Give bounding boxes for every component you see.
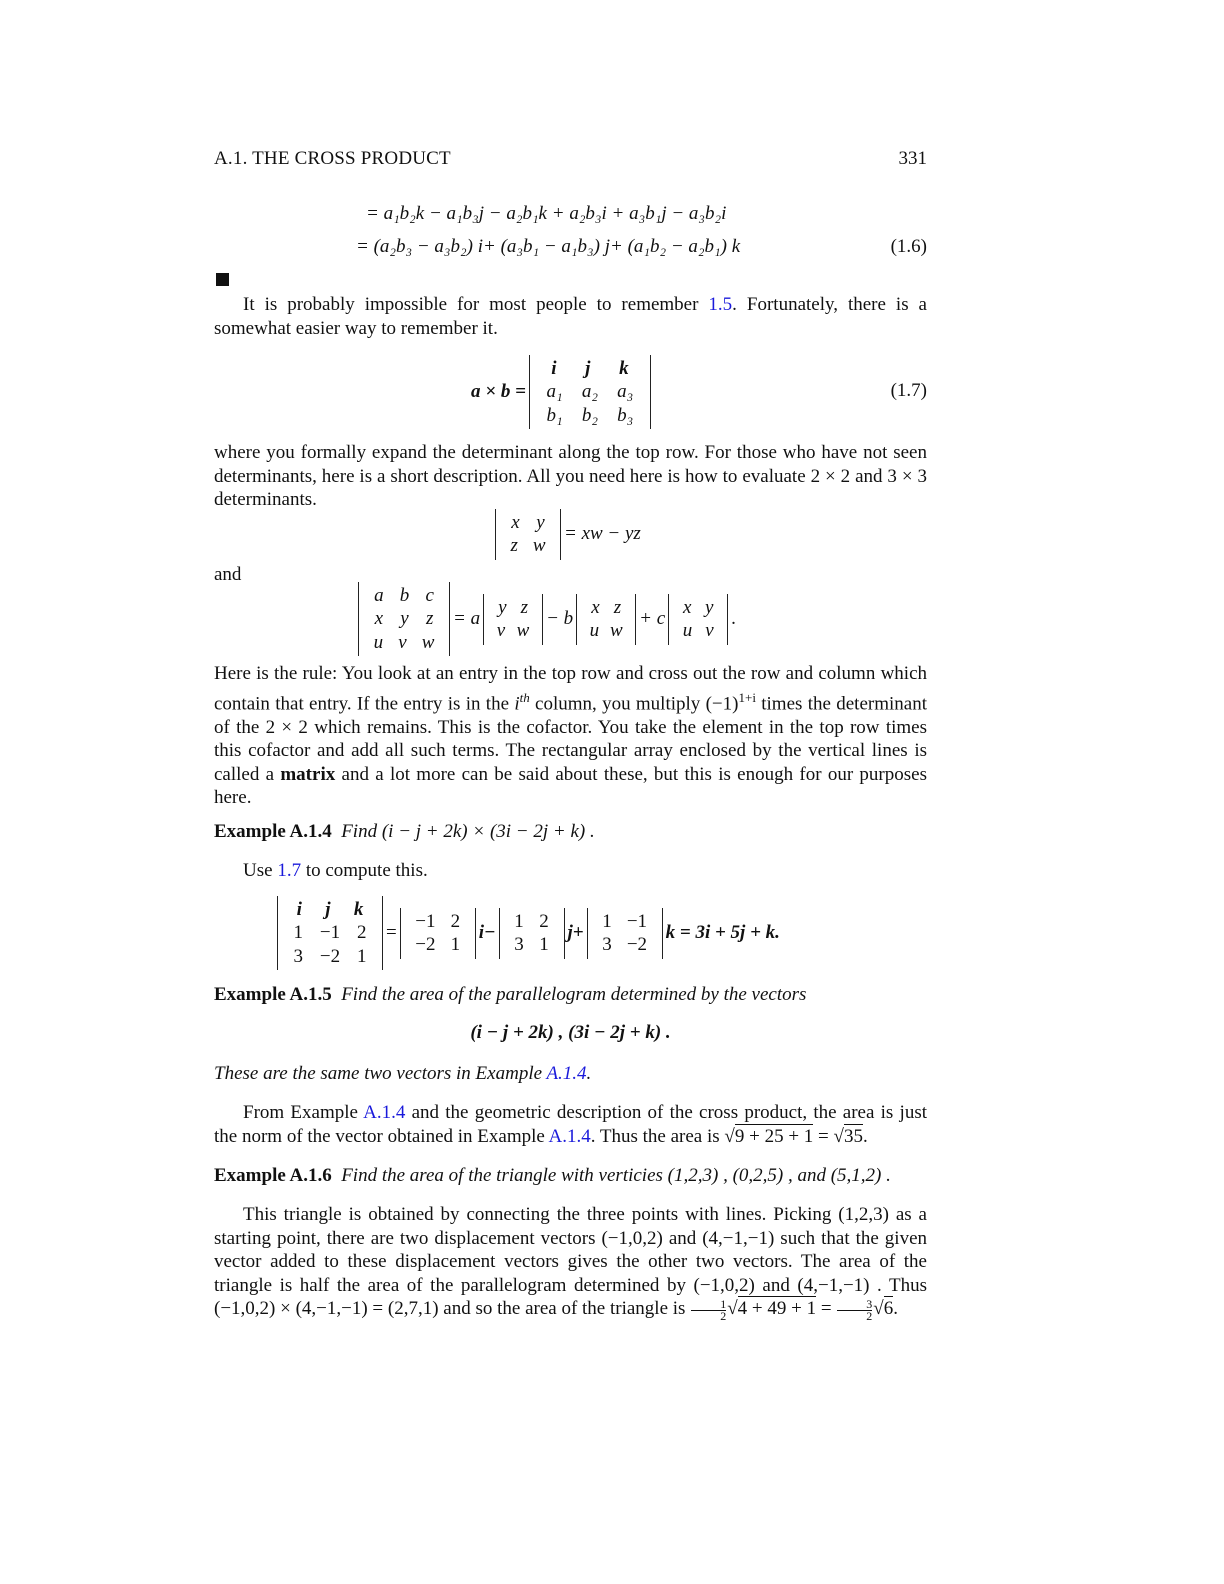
det-cell: −2	[319, 945, 341, 967]
para1-text-after: . Fortunately, there is a somewhat easier way to remember it.	[214, 294, 927, 339]
equation-number-1-7: (1.7)	[890, 380, 927, 401]
note-text: These are the same two vectors in Example	[214, 1063, 547, 1084]
det-cell: 1	[293, 922, 303, 944]
ref-link-a-1-4[interactable]: A.1.4	[363, 1102, 406, 1123]
det-cell: k	[619, 357, 629, 379]
equation-number-1-6: (1.6)	[890, 236, 927, 257]
example-label: Example A.1.4	[214, 821, 332, 842]
example-statement: Find the area of the triangle with verticies (1,2,3) , (0,2,5) , and (5,1,2) .	[341, 1165, 891, 1186]
expansion-end: .	[731, 608, 736, 629]
computation-term-j: j+	[567, 922, 584, 943]
det-cell: 1	[450, 934, 461, 955]
det-cell: −1	[626, 910, 648, 932]
det-cell: a₁	[546, 381, 563, 403]
example-a-1-6	[214, 1164, 927, 1188]
eq-1-6-line2-text: = (a₂b₃ − a₃b₂) i+ (a₃b₁ − a₁b₃) j+ (a₁b₂ − a₂b₁) k	[356, 236, 741, 257]
det-cell: y	[704, 596, 714, 618]
det-cell: x	[591, 596, 600, 618]
cofactor-2	[499, 908, 565, 959]
expansion-op-a: = a	[453, 608, 481, 629]
example-a-1-4	[214, 820, 927, 844]
sqrt-sign: √	[727, 1298, 738, 1320]
det-cell: a	[374, 584, 384, 606]
det-cell: 2	[450, 910, 461, 932]
expansion-op-b: − b	[546, 608, 574, 629]
det-cell: v	[705, 620, 714, 641]
det-cell: w	[421, 631, 435, 653]
det-cell: b₂	[581, 404, 598, 426]
det-cell: a₂	[581, 381, 598, 403]
equation-1-7	[214, 354, 927, 430]
sqrt-sign: √	[724, 1125, 735, 1147]
minor-2	[576, 594, 636, 645]
example-statement: Find (i − j + 2k) × (3i − 2j + k) .	[341, 821, 595, 842]
solution-text-b: and the geometric description of the cross product, the area is just the norm of the vector obtained in Example	[214, 1102, 928, 1147]
det-cell: 3	[602, 934, 612, 955]
det-cell: b₃	[617, 404, 634, 426]
frac-num: 3	[837, 1299, 872, 1311]
det-cell: −2	[626, 934, 648, 955]
determinant-2x2	[495, 509, 561, 560]
det-cell: i	[551, 357, 557, 379]
det-cell: v	[398, 631, 407, 653]
determinant-3x3-ijk	[529, 355, 651, 430]
example-label: Example A.1.6	[214, 1165, 332, 1186]
det-cell: −2	[415, 934, 436, 955]
det-cell: u	[373, 631, 384, 653]
det-cell: x	[682, 596, 692, 618]
det-cell: 2	[357, 922, 367, 944]
example-a-1-5-note	[214, 1062, 927, 1086]
and-label: and	[214, 564, 242, 585]
det2-result: = xw − yz	[564, 523, 641, 544]
det-cell: y	[400, 608, 409, 630]
solution-equals: =	[813, 1125, 834, 1147]
sqrt-radicand-result: 6	[883, 1298, 894, 1320]
example-a-1-4-use	[214, 859, 927, 883]
det-cell: z	[520, 596, 529, 618]
det-cell: y	[498, 596, 507, 618]
ref-link-a-1-4[interactable]: A.1.4	[548, 1125, 591, 1147]
det-cell: b₁	[546, 404, 563, 426]
example-a-1-5	[214, 983, 927, 1007]
rule-exponent: 1+i	[738, 689, 756, 705]
equation-1-6-line1	[214, 203, 927, 227]
computation-equals: =	[386, 922, 397, 943]
computation-result: k = 3i + 5j + k.	[665, 922, 780, 943]
det-cell: w	[516, 620, 530, 641]
determinant-3x3-numeric	[277, 896, 383, 971]
rule-text-4: and a lot more can be said about these, but this is enough for our purposes here.	[214, 763, 927, 809]
vectors-display: (i − j + 2k) , (3i − 2j + k) .	[470, 1022, 671, 1043]
det-cell: c	[425, 584, 434, 606]
det-cell: 1	[539, 934, 549, 955]
note-end: .	[586, 1063, 592, 1084]
ref-link-1-7[interactable]: 1.7	[277, 860, 302, 881]
det-cell: v	[496, 620, 506, 641]
det-cell: y	[536, 511, 545, 533]
det-cell: a₃	[617, 381, 634, 403]
ref-link-1-5[interactable]: 1.5	[708, 294, 733, 315]
det-cell: z	[425, 608, 434, 630]
sqrt-sign: √	[833, 1125, 844, 1147]
det-cell: i	[296, 898, 302, 920]
example-a-1-5-solution	[214, 1101, 927, 1148]
equation-det-3x3-expansion	[214, 583, 927, 655]
page	[214, 0, 927, 1584]
det-cell: 1	[357, 945, 367, 967]
det-cell: b	[399, 584, 410, 606]
det-cell: z	[510, 535, 518, 556]
det-cell: j	[325, 898, 331, 920]
rule-text-2: column, you multiply (−1)	[529, 692, 739, 714]
det-cell: −1	[319, 922, 341, 944]
sqrt-sign: √	[873, 1298, 884, 1320]
det-cell: 1	[514, 910, 524, 932]
det-cell: 3	[514, 934, 524, 955]
det-cell: 2	[539, 910, 549, 932]
running-header	[214, 148, 927, 172]
rule-ith: i	[514, 692, 520, 714]
example-statement: Find the area of the parallelogram determined by the vectors	[341, 984, 807, 1005]
section-title: A.1. THE CROSS PRODUCT	[214, 148, 451, 169]
paragraph-rule	[214, 662, 927, 810]
solution-text-c: . Thus the area is	[590, 1125, 725, 1147]
eq-1-6-line1-text: = a₁b₂k − a₁b₃j − a₂b₁k + a₂b₃i + a₃b₁j − a₃b₂i	[366, 203, 727, 224]
determinant-3x3	[358, 582, 450, 657]
use-text-after: to compute this.	[301, 860, 428, 881]
para1-text-before: It is probably impossible for most people to remember	[243, 294, 709, 315]
frac-num: 1	[691, 1299, 726, 1311]
solution-text-a: From Example	[243, 1102, 364, 1123]
paragraph-determinants: where you formally expand the determinant along the top row. For those who have not seen determinants, here is a short description. All you need here is how to evaluate 2 × 2 and 3 × 3 determinants.	[214, 442, 927, 511]
det-cell: w	[532, 535, 546, 556]
minor-1	[483, 594, 543, 645]
solution-end: .	[893, 1298, 898, 1320]
computation-term-i: i−	[478, 922, 496, 943]
frac-den: 2	[720, 1308, 727, 1323]
qed-square-icon	[216, 273, 229, 286]
det-cell: 1	[602, 910, 612, 932]
det-cell: −1	[415, 910, 436, 932]
minor-3	[668, 594, 728, 645]
sqrt-radicand-2: 35	[843, 1125, 863, 1147]
example-a-1-4-computation	[214, 896, 927, 970]
det-cell: w	[610, 620, 623, 641]
rule-matrix-term: matrix	[280, 763, 336, 785]
det-cell: x	[374, 608, 384, 630]
sqrt-radicand: 4 + 49 + 1	[737, 1298, 817, 1320]
example-label: Example A.1.5	[214, 984, 332, 1005]
rule-text-1: Here is the rule: You look at an entry in the top row and cross out the row and column which contain that entry. If the entry is in the	[214, 663, 927, 714]
fraction-one-half	[691, 1296, 727, 1323]
det-cell: u	[589, 620, 600, 641]
det-cell: j	[585, 357, 591, 379]
rule-text-3: times the determinant of the 2 × 2 which remains. This is the cofactor. You take the element in the top row times this cofactor and add all such terms. The rectangular array enclosed by the vertical lines is called a	[214, 692, 927, 785]
equation-1-6-line2	[214, 236, 927, 260]
fraction-three-halves	[837, 1296, 873, 1323]
solution-end: .	[862, 1125, 868, 1147]
example-a-1-5-vectors	[214, 1022, 927, 1044]
det-cell: x	[511, 511, 520, 533]
example-a-1-6-solution	[214, 1203, 927, 1322]
cofactor-3	[587, 908, 663, 959]
det-cell: u	[682, 620, 693, 641]
expansion-op-c: + c	[639, 608, 666, 629]
use-text-before: Use	[243, 860, 278, 881]
sqrt-radicand-1: 9 + 25 + 1	[734, 1125, 814, 1147]
page-number: 331	[898, 148, 927, 169]
paragraph-remember	[214, 293, 927, 340]
eq-1-7-lhs: a × b =	[471, 381, 526, 402]
cofactor-1	[400, 908, 476, 959]
rule-th: th	[519, 689, 530, 705]
solution-equals: =	[816, 1298, 837, 1320]
det-cell: z	[613, 596, 622, 618]
solution-body: This triangle is obtained by connecting the three points with lines. Picking (1,2,3) as a starting point, there are two displacement vectors (−1,0,2) and (4,−1,−1) such that the given vector added to these displacement vectors gives the other two vectors. The area of the triangle is half the area of the parallelogram determined by (−1,0,2) and (4,−1,−1) . Thus (−1,0,2) × (4,−1,−1) = (2,7,1) and so the area of the triangle is	[214, 1204, 927, 1320]
det-cell: 3	[293, 945, 303, 967]
ref-link-a-1-4[interactable]: A.1.4	[546, 1063, 587, 1084]
frac-den: 2	[866, 1308, 873, 1323]
det-cell: k	[353, 898, 364, 920]
equation-det-2x2	[214, 510, 927, 558]
